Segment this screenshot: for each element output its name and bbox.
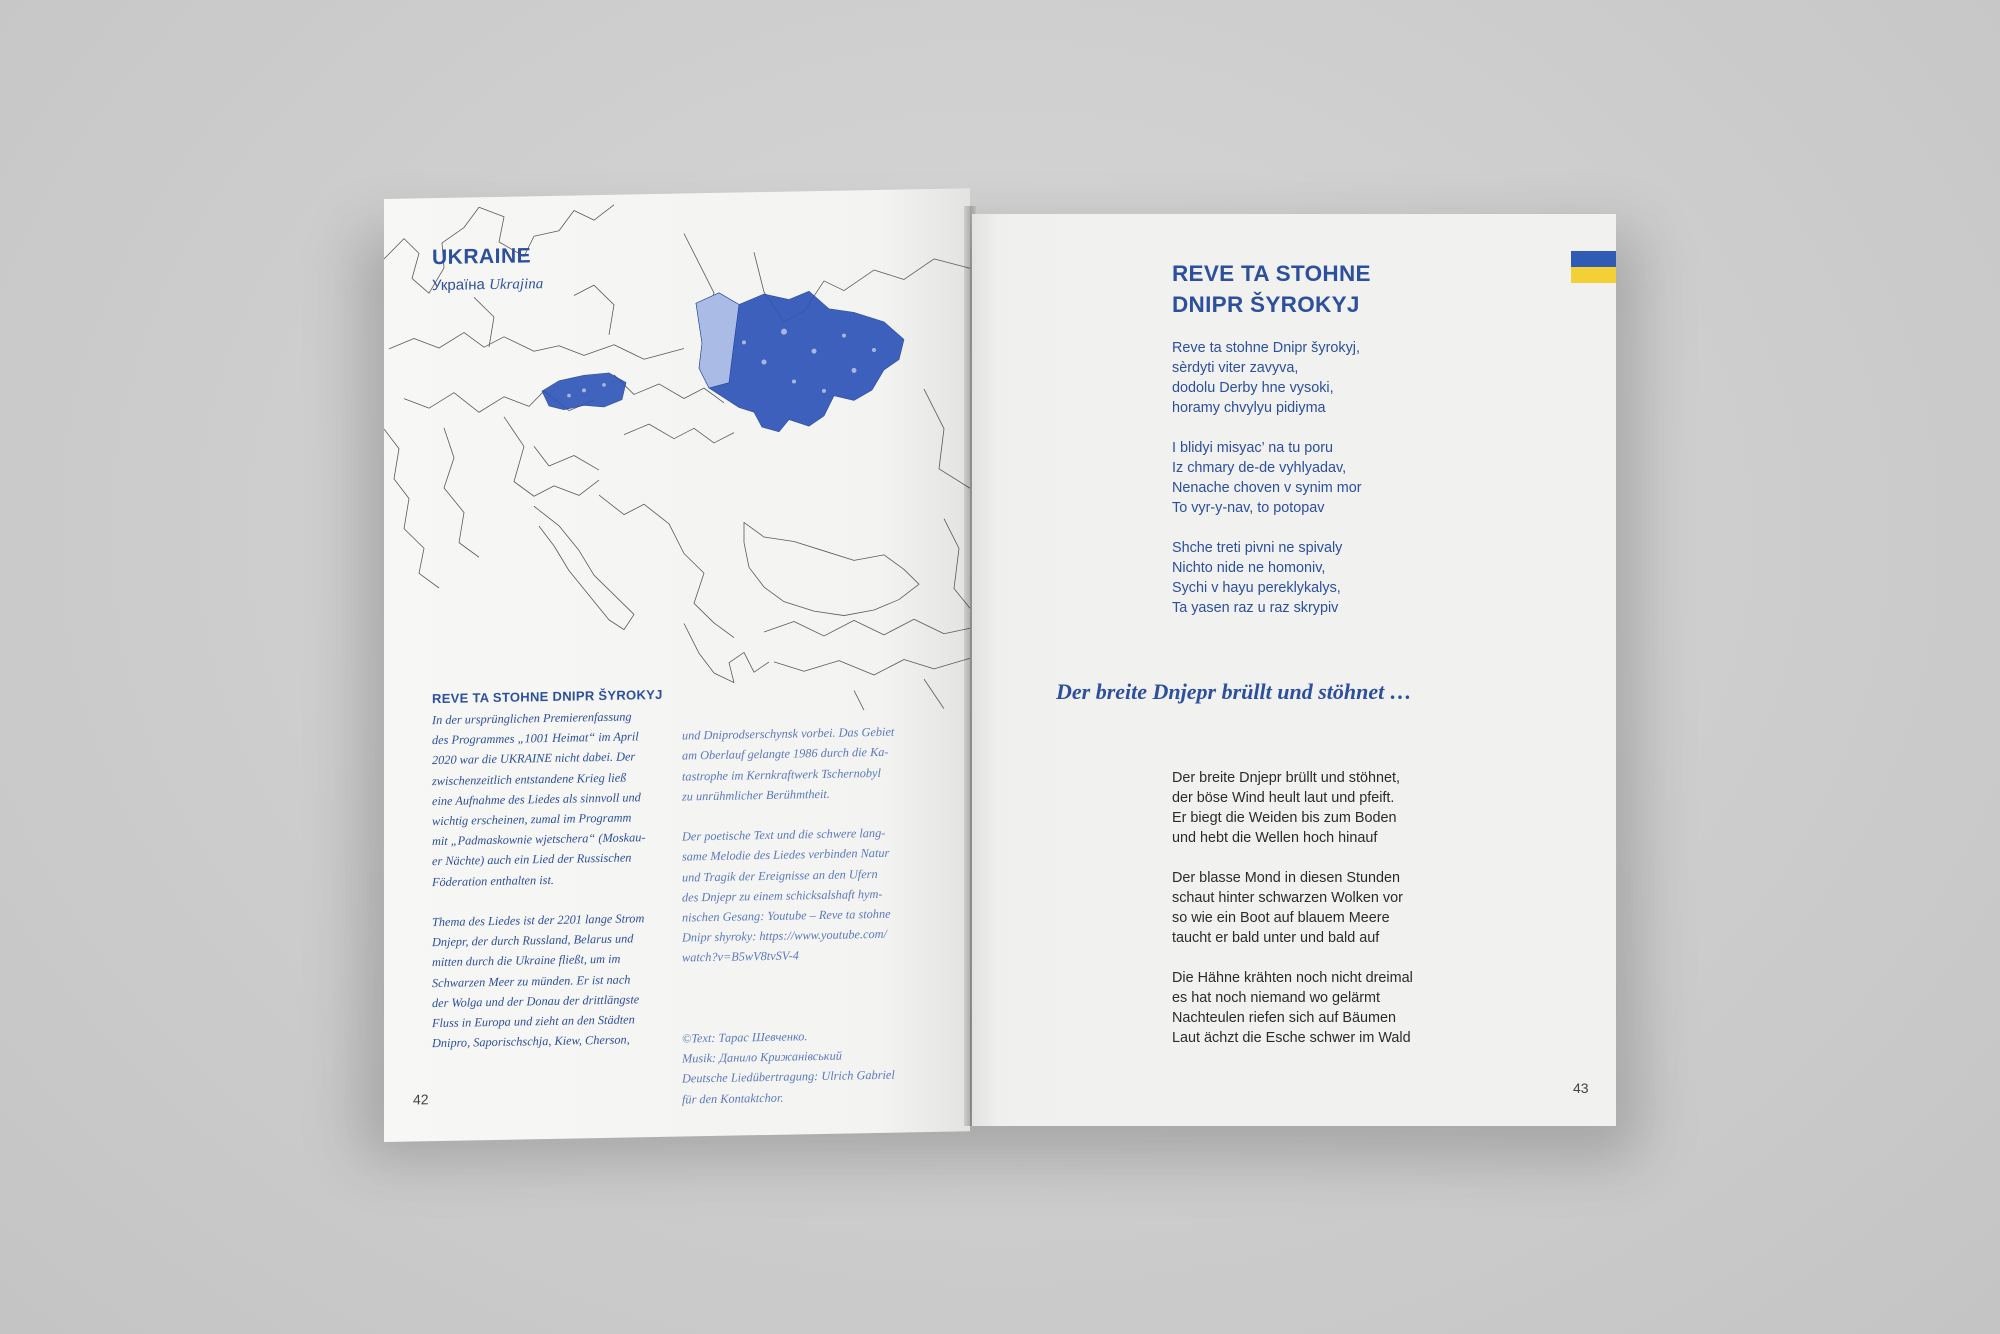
subtitle-latin: Ukrajina: [489, 276, 544, 294]
original-stanza: I blidyi misyac’ na tu poru Iz chmary de-de vyhlyadav, Nenache choven v synim mor To vyr-y-nav, to potopav: [1172, 440, 1362, 516]
subtitle-cyrillic: Україна: [432, 276, 485, 295]
turkey-south-coast: [774, 658, 970, 677]
turkey-coast: [764, 618, 970, 637]
flag-stripe-yellow: [1571, 267, 1616, 283]
border-line: [444, 427, 479, 558]
balkan-border: [599, 493, 734, 640]
ukraine-highlight: [542, 289, 904, 436]
german-title: Der breite Dnjepr brüllt und stöhnet …: [1056, 679, 1412, 704]
page-title: UKRAINE: [432, 244, 532, 270]
border-line: [624, 423, 734, 445]
article-title: REVE TA STOHNE DNIPR ŠYROKYJ: [432, 686, 663, 707]
border-line: [474, 285, 614, 348]
left-page: [384, 188, 970, 1142]
song-title: REVE TA STOHNE DNIPR ŠYROKYJ: [1172, 261, 1371, 317]
ukraine-flag-icon: [1571, 251, 1616, 283]
german-stanza: Die Hähne krähten noch nicht dreimal es hat noch niemand wo gelärmt Nachteulen riefen sich auf Bäumen Laut ächzt die Esche schwer im Wald: [1172, 970, 1413, 1046]
greece-coast: [684, 622, 769, 684]
credits: ©Text: Тарас Шевченко. Musik: Данило Крижанівський Deutsche Liedübertragung: Ulrich Gabriel für den Kontaktchor.: [682, 1029, 895, 1107]
italy-coast: [534, 504, 634, 631]
original-stanza: Shche treti pivni ne spivaly Nichto nide ne homoniv, Sychi v hayu pereklykalys, Ta yasen raz u raz skrypiv: [1172, 540, 1343, 616]
article-column-1: In der ursprünglichen Premierenfassung des Programmes „1001 Heimat“ im April 2020 war die UKRAINE nicht dabei. Der zwischenzeitlich entstandene Krieg ließ eine Aufnahme des Liedes als sinnvoll und wichtig erscheinen, zumal im Programm mit „Padmaskownie wjetschera“ (Moskau- er Nächte) auch ein Lied der Russischen Föderation enthalten ist. Thema des Liedes ist der 2201 lange Strom Dnjepr, der durch Russland, Belarus und mitten durch die Ukraine fließt, um im Schwarzen Meer zu münden. Er ist nach der Wolga und der Donau der drittlängste Fluss in Europa und zieht an den Städten Dnipro, Saporischschja, Kiew, Cherson,: [432, 709, 646, 1051]
page-subtitle: [432, 275, 543, 295]
right-page: [972, 214, 1616, 1126]
original-stanza: Reve ta stohne Dnipr šyrokyj, sèrdyti viter zavyva, dodolu Derby hne vysoki, horamy chvylyu pidiyma: [1172, 340, 1360, 416]
page-number-right: 43: [1573, 1080, 1589, 1096]
article-column-2: [682, 701, 922, 1129]
german-stanza: Der breite Dnjepr brüllt und stöhnet, der böse Wind heult laut und pfeift. Er biegt die Weiden bis zum Boden und hebt die Wellen hoch hinauf: [1172, 770, 1400, 846]
border-line: [504, 415, 599, 497]
article-column-2-text: und Dniprodserschynsk vorbei. Das Gebiet am Oberlauf gelangte 1986 durch die Ka- tastrophe im Kernkraftwerk Tschernobyl zu unrühmlicher Berühmtheit. Der poetische Text und die schwere lang- same Melodie des Liedes verbinden Natur und Tragik der Ereignisse an den Ufern des Dnjepr zu einem schicksalshaft hym- nischen Gesang: Youtube – Reve ta stohne Dnipr shyroky: https://www.youtube.com/ watch?v=B5wV8tvSV-4: [682, 724, 895, 965]
german-stanza: Der blasse Mond in diesen Stunden schaut hinter schwarzen Wolken vor so wie ein Boot auf blauem Meere taucht er bald unter und bald auf: [1172, 870, 1403, 946]
border-line: [534, 445, 599, 471]
page-number-left: 42: [413, 1091, 429, 1108]
flag-stripe-blue: [1571, 251, 1616, 267]
coastline-west: [384, 428, 439, 589]
black-sea-coast: [744, 519, 919, 617]
border-line: [389, 329, 684, 364]
